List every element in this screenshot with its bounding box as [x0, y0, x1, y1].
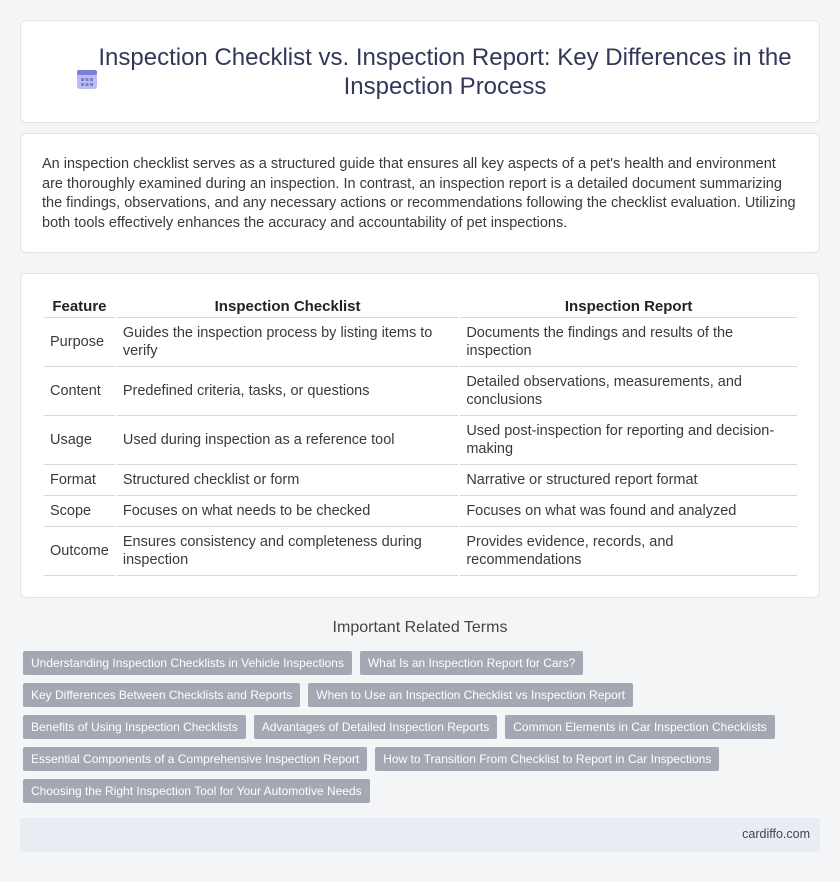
table-cell: Focuses on what was found and analyzed — [460, 496, 797, 527]
table-cell: Narrative or structured report format — [460, 465, 797, 496]
table-cell: Usage — [44, 416, 115, 465]
page-title: Inspection Checklist vs. Inspection Report: Key Differences in the Inspection Process — [98, 44, 792, 100]
intro-card — [20, 133, 820, 253]
table-cell: Predefined criteria, tasks, or questions — [117, 367, 458, 416]
table-cell: Guides the inspection process by listing items to verify — [117, 318, 458, 367]
related-terms-tags — [23, 651, 823, 811]
table-row — [44, 465, 797, 496]
table-row — [44, 416, 797, 465]
table-header-checklist: Inspection Checklist — [117, 296, 458, 318]
table-cell: Outcome — [44, 527, 115, 576]
table-cell: Used post-inspection for reporting and decision-making — [460, 416, 797, 465]
table-header-feature: Feature — [44, 296, 115, 318]
table-header-report: Inspection Report — [460, 296, 797, 318]
table-cell: Used during inspection as a reference tool — [117, 416, 458, 465]
table-cell: Scope — [44, 496, 115, 527]
related-term-tag[interactable]: Key Differences Between Checklists and Reports — [23, 683, 300, 707]
related-term-tag[interactable]: Common Elements in Car Inspection Checklists — [505, 715, 774, 739]
intro-paragraph: An inspection checklist serves as a structured guide that ensures all key aspects of a pet's health and environment are thoroughly examined during an inspection. In contrast, an inspection report is a detailed document summarizing the findings, observations, and any necessary actions or recommendations following the checklist evaluation. Utilizing both tools effectively enhances the accuracy and accountability of pet inspections. — [42, 156, 796, 231]
comparison-card — [20, 273, 820, 598]
table-cell: Content — [44, 367, 115, 416]
related-term-tag[interactable]: Benefits of Using Inspection Checklists — [23, 715, 246, 739]
table-row — [44, 318, 797, 367]
table-cell: Purpose — [44, 318, 115, 367]
related-terms-heading: Important Related Terms — [332, 619, 508, 636]
comparison-table — [42, 296, 799, 576]
related-term-tag[interactable]: Understanding Inspection Checklists in Vehicle Inspections — [23, 651, 352, 675]
table-cell: Structured checklist or form — [117, 465, 458, 496]
table-cell: Detailed observations, measurements, and conclusions — [460, 367, 797, 416]
related-term-tag[interactable]: How to Transition From Checklist to Report in Car Inspections — [375, 747, 719, 771]
table-row — [44, 496, 797, 527]
table-cell: Provides evidence, records, and recommendations — [460, 527, 797, 576]
related-term-tag[interactable]: Choosing the Right Inspection Tool for Your Automotive Needs — [23, 779, 370, 803]
table-cell: Focuses on what needs to be checked — [117, 496, 458, 527]
title-card — [20, 20, 820, 123]
related-term-tag[interactable]: Essential Components of a Comprehensive Inspection Report — [23, 747, 367, 771]
table-cell: Format — [44, 465, 115, 496]
table-row — [44, 367, 797, 416]
footer-site-link[interactable]: cardiffo.com — [742, 827, 810, 841]
related-term-tag[interactable]: Advantages of Detailed Inspection Reports — [254, 715, 497, 739]
table-cell: Ensures consistency and completeness during inspection — [117, 527, 458, 576]
table-cell: Documents the findings and results of the inspection — [460, 318, 797, 367]
footer — [20, 818, 820, 852]
related-term-tag[interactable]: When to Use an Inspection Checklist vs Inspection Report — [308, 683, 633, 707]
table-row — [44, 527, 797, 576]
related-term-tag[interactable]: What Is an Inspection Report for Cars? — [360, 651, 583, 675]
